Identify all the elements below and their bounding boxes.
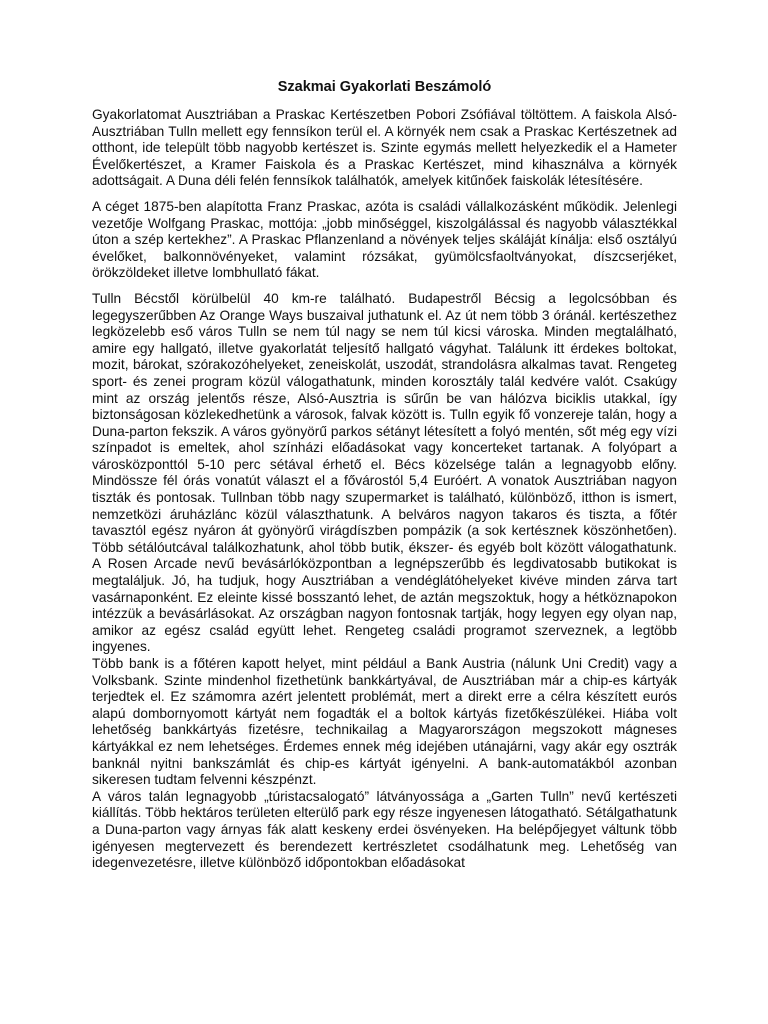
document-title: Szakmai Gyakorlati Beszámoló — [277, 79, 492, 95]
paragraph-tulln-city: Tulln Bécstől körülbelül 40 km-re található. Budapestről Bécsig a legolcsóbban és legegyszerűbben Az Orange Ways buszaival juthatunk el. Az út nem több 3 óránál. kertészethez legközelebb eső város Tulln se nem túl nagy se nem túl kicsi városka. Minden megtalálható, amire egy hallgató, illetve gyakorlatát teljesítő hallgató vágyhat. Találunk itt érdekes boltokat, mozit, bárokat, szórakozóhelyeket, zeneiskolát, uszodát, strandolásra alkalmas tavat. Rengeteg sport- és zenei program közül válogathatunk, minden korosztály talál kedvére valót. Csakúgy mint az ország jelentős része, Alsó-Ausztria is sűrűn be van hálózva biciklis utakkal, így biztonságosan közlekedhetünk a városok, falvak között is. Tulln egyik fő vonzereje talán, hogy a Duna-parton fekszik. A város gyönyörű parkos sétányt létesített a folyó mentén, sőt még egy vízi színpadot is emeltek, ahol színházi előadásokat vagy koncerteket tartanak. A folyópart a városközponttól 5-10 perc sétával érhető el. Bécs közelsége talán a legnagyobb előny. Mindössze fél órás vonatút választ el a fővárostól 5,4 Euróért. A vonatok Ausztriában nagyon tiszták és pontosak. Tullnban több nagy szupermarket is található, különböző, itthon is ismert, nemzetközi áruházlánc közül választhatunk. A belváros nagyon takaros és tiszta, a főtér tavasztól egész nyáron át gyönyörű virágdíszben pompázik (a sok kertésznek köszönhetően). Több sétálóutcával találkozhatunk, ahol több butik, ékszer- és egyéb bolt között válogathatunk. A Rosen Arcade nevű bevásárlóközpontban a legnépszerűbb és legdivatosabb butikokat is megtaláljuk. Jó, ha tudjuk, hogy Ausztriában a vendéglátóhelyeket kivéve minden zárva tart vasárnaponként. Ez eleinte kissé bosszantó lehet, de aztán megszoktuk, hogy a hétköznapokon intézzük a bevásárlásokat. Az országban nagyon fontosnak tartják, hogy legyen egy olyan nap, amikor az egész család együtt lehet. Rengeteg családi programot szerveznek, a legtöbb ingyenes. — [92, 290, 677, 655]
document-page — [92, 78, 677, 872]
paragraph-company-history: A céget 1875-ben alapította Franz Praskac, azóta is családi vállalkozásként működik. Jelenlegi vezetője Wolfgang Praskac, mottója: „jobb minőséggel, kiszolgálással és nagyobb választékkal úton a szép kertekhez”. A Praskac Pflanzenland a növények teljes skáláját kínálja: első osztályú évelőket, balkonnövényeket, valamint rózsákat, gyümölcsfaoltványokat, díszcserjéket, örökzöldeket illetve lombhullató fákat. — [92, 198, 677, 281]
paragraph-garten-tulln: A város talán legnagyobb „túristacsalogató” látványossága a „Garten Tulln” nevű kertészeti kiállítás. Több hektáros területen elterülő park egy része ingyenesen látogatható. Sétálgathatunk a Duna-parton vagy árnyas fák alatt keskeny erdei ösvényeken. Ha belépőjegyet váltunk több igényesen megtervezett és berendezett kertrészletet csodálhatunk meg. Lehetőség van idegenvezetésre, illetve különböző időpontokban előadásokat — [92, 788, 677, 871]
paragraph-intro: Gyakorlatomat Ausztriában a Praskac Kertészetben Pobori Zsófiával töltöttem. A faiskola Alsó- Ausztriában Tulln mellett egy fennsíkon terül el. A környék nem csak a Praskac Kertészetnek ad otthont, ide települt több nagyobb kertészet is. Szinte egymás mellett helyezkedik el a Hameter Évelőkertészet, a Kramer Faiskola és a Praskac Kertészet, mind kihasználva a környék adottságait. A Duna déli felén fennsíkok találhatók, amelyek kitűnőek faiskolák létesítésére. — [92, 107, 677, 189]
paragraph-banking: Több bank is a főtéren kapott helyet, mint például a Bank Austria (nálunk Uni Credit) vagy a Volksbank. Szinte mindenhol fizethetünk bankkártyával, de Ausztriában már a chip-es kártyák terjedtek el. Ez számomra azért jelentett problémát, mert a direkt erre a célra készített eurós alapú dombornyomott kártyát nem fogadták el a boltok kártyás fizetőkészülékei. Hiába volt lehetőség bankkártyás fizetésre, technikailag a Magyarországon megszokott mágneses kártyákkal ez nem lehetséges. Érdemes ennek még idejében utánajárni, vagy akár egy osztrák banknál nyitni bankszámlát és chip-es kártyát igényelni. A bank-automatákból azonban sikeresen tudtam felvenni készpénzt. — [92, 656, 677, 788]
